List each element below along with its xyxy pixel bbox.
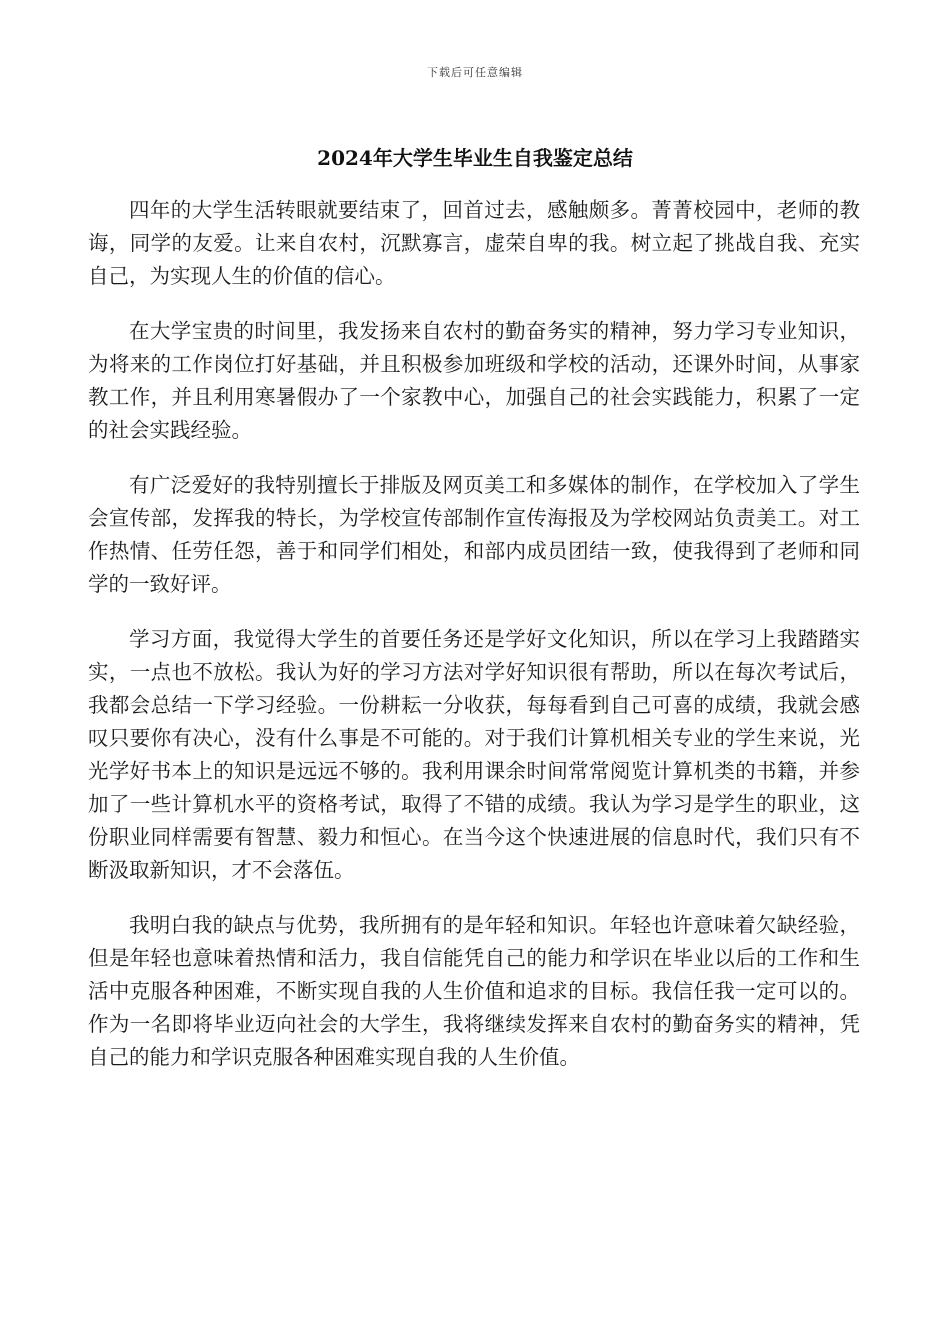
paragraph-2: 在大学宝贵的时间里，我发扬来自农村的勤奋务实的精神，努力学习专业知识，为将来的工作岗位打好基础，并且积极参加班级和学校的活动，还课外时间，从事家教工作，并且利用寒暑假办了一个家教中心，加强自己的社会实践能力，积累了一定的社会实践经验。: [88, 319, 860, 442]
paragraph-4: 学习方面，我觉得大学生的首要任务还是学好文化知识，所以在学习上我踏踏实实，一点也不放松。我认为好的学习方法对学好知识很有帮助，所以在每次考试后，我都会总结一下学习经验。一份耕耘一分收获，每每看到自己可喜的成绩，我就会感叹只要你有决心，没有什么事是不可能的。对于我们计算机相关专业的学生来说，光光学好书本上的知识是远远不够的。我利用课余时间常常阅览计算机类的书籍，并参加了一些计算机水平的资格考试，取得了不错的成绩。我认为学习是学生的职业，这份职业同样需要有智慧、毅力和恒心。在当今这个快速进展的信息时代，我们只有不断汲取新知识，才不会落伍。: [88, 627, 860, 882]
paragraph-3: 有广泛爱好的我特别擅长于排版及网页美工和多媒体的制作，在学校加入了学生会宣传部，发挥我的特长，为学校宣传部制作宣传海报及为学校网站负责美工。对工作热情、任劳任怨，善于和同学们相处，和部内成员团结一致，使我得到了老师和同学的一致好评。: [88, 473, 860, 596]
document-title: 2024年大学生毕业生自我鉴定总结: [317, 146, 633, 170]
paragraph-5: 我明白我的缺点与优势，我所拥有的是年轻和知识。年轻也许意味着欠缺经验，但是年轻也意味着热情和活力，我自信能凭自己的能力和学识在毕业以后的工作和生活中克服各种困难，不断实现自我的人生价值和追求的目标。我信任我一定可以的。作为一名即将毕业迈向社会的大学生，我将继续发挥来自农村的勤奋务实的精神，凭自己的能力和学识克服各种困难实现自我的人生价值。: [88, 913, 860, 1069]
paragraph-1: 四年的大学生活转眼就要结束了，回首过去，感触颇多。菁菁校园中，老师的教诲，同学的友爱。让来自农村，沉默寡言，虚荣自卑的我。树立起了挑战自我、充实自己，为实现人生的价值的信心。: [88, 198, 860, 288]
page-header-note: 下载后可任意编辑: [427, 66, 523, 79]
document-body: [88, 194, 860, 1096]
